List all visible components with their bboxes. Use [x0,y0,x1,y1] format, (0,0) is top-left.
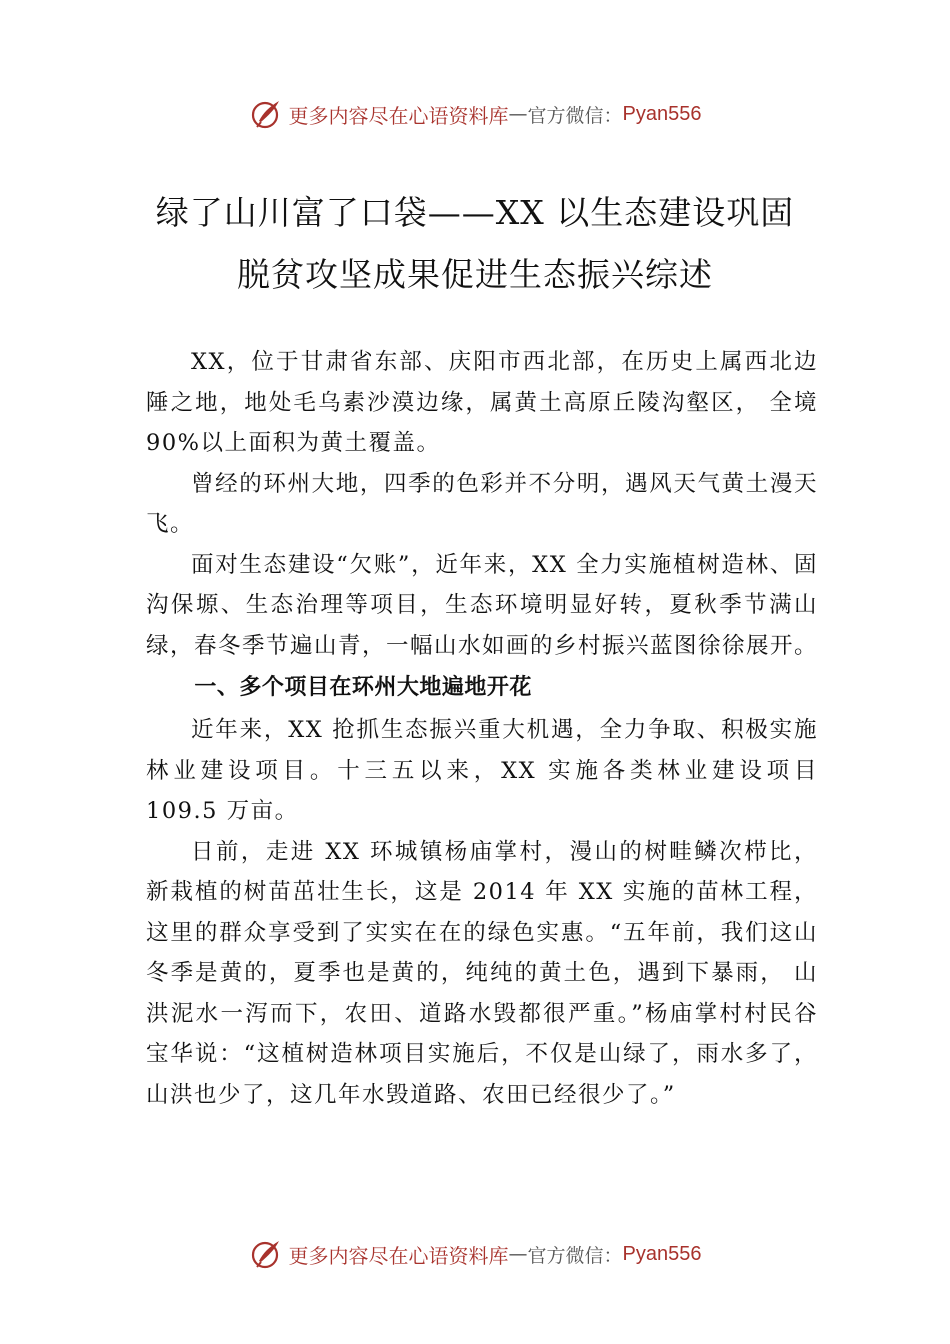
paragraph-intro: XX，位于甘肃省东部、庆阳市西北部，在历史上属西北边陲之地，地处毛乌素沙漠边缘，属黄土高原丘陵沟壑区， 全境 90%以上面积为黄土覆盖。 [146,349,818,456]
title-line-2: 脱贫攻坚成果促进生态振兴综述 [237,255,713,294]
title-line-1: 绿了山川富了口袋——XX 以生态建设巩固 [155,193,795,232]
paragraph-village: 日前，走进 XX 环城镇杨庙掌村，漫山的树畦鳞次栉比，新栽植的树苗茁壮生长，这是 2014 年 XX 实施的苗林工程，这里的群众享受到了实实在在的绿色实惠。“五年前，我们这山冬季是黄的，夏季也是黄的，纯纯的黄土色，遇到下暴雨， 山洪泥水一泻而下，农田、道路水毁都很严重。”杨庙掌村村民谷宝华说：“这植树造林项目实施后，不仅是山绿了，雨水多了，山洪也少了，这几年水毁道路、农田已经很少了。” [146,838,818,1108]
quill-pen-seal-icon [249,1237,283,1271]
paragraph-projects: 近年来，XX 抢抓生态振兴重大机遇，全力争取、积极实施林业建设项目。十三五以来，XX 实施各类林业建设项目 109.5 万亩。 [146,717,818,824]
paragraph-ecology: 面对生态建设“欠账”，近年来，XX 全力实施植树造林、固沟保塬、生态治理等项目，生态环境明显好转，夏秋季节满山绿，春冬季节遍山青，一幅山水如画的乡村振兴蓝图徐徐展开。 [146,551,819,659]
watermark-wechat-id: Pyan556 [622,102,702,125]
watermark-wechat-id: Pyan556 [622,1242,702,1265]
watermark-separator: — [508,103,528,125]
paragraph-past: 曾经的环州大地，四季的色彩并不分明，遇风天气黄土漫天飞。 [146,470,818,537]
watermark-label: 官方微信： [527,104,623,127]
section-heading: 一、多个项目在环州大地遍地开花 [194,675,532,700]
quill-pen-seal-icon [249,97,283,131]
document-body [146,342,818,1115]
watermark-footer [0,1234,950,1274]
watermark-separator: — [508,1243,528,1265]
watermark-label: 官方微信： [527,1244,623,1267]
watermark-brand-text: 更多内容尽在心语资料库 [288,103,509,128]
document-title [130,182,820,306]
watermark-brand-text: 更多内容尽在心语资料库 [288,1243,509,1268]
watermark-header [0,94,950,134]
